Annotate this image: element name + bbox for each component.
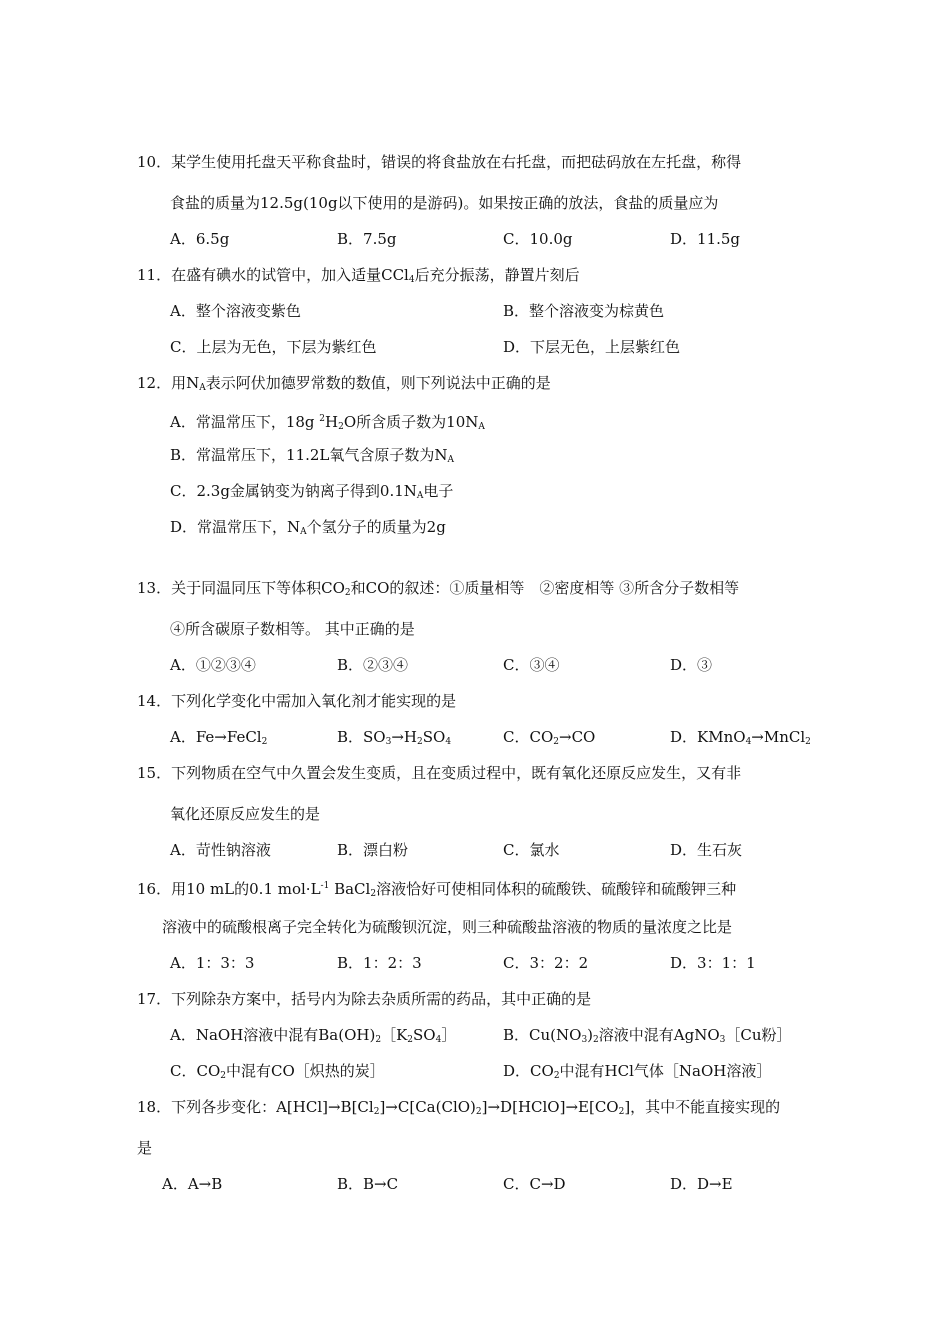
- q18-option-c[interactable]: C．C→D: [503, 1175, 566, 1193]
- q12-option-d[interactable]: D．常温常压下，$N_A$个氢分子的质量为2g: [170, 518, 446, 537]
- q18-stem-line1: 18．下列各步变化：$A[HCl]\to B[Cl_2]\to C[Ca(ClO)_2]\to D[HClO]\to E[CO_2]$，其中不能直接实现的: [137, 1098, 781, 1117]
- q12-option-a[interactable]: A．常温常压下，18g $^2H_2O$所含质子数为$10N_A$: [170, 413, 485, 432]
- q14-option-d[interactable]: D．KMnO$_4$→MnCl$_2$: [670, 728, 811, 747]
- q15-option-d[interactable]: D．生石灰: [670, 841, 743, 859]
- q15-option-a[interactable]: A．苛性钠溶液: [170, 841, 271, 859]
- q16-option-a[interactable]: A．1：3：3: [170, 954, 255, 972]
- q10-stem-line1: 10．某学生使用托盘天平称食盐时，错误的将食盐放在右托盘，而把砝码放在左托盘，称得: [137, 153, 742, 171]
- q17-option-c[interactable]: C．$CO_2$中混有CO［炽热的炭］: [170, 1062, 385, 1081]
- q10-stem-line2: 食盐的质量为12.5g(10g以下使用的是游码)。如果按正确的放法，食盐的质量应为: [170, 194, 719, 212]
- q17-option-d[interactable]: D．$CO_2$中混有HCl气体［NaOH溶液］: [503, 1062, 772, 1081]
- q14-option-b[interactable]: B．$SO_3\to H_2SO_4$: [337, 728, 452, 747]
- q16-option-b[interactable]: B．1：2：3: [337, 954, 422, 972]
- q14-stem: 14．下列化学变化中需加入氧化剂才能实现的是: [137, 692, 457, 710]
- q12-option-c[interactable]: C．2.3g金属钠变为钠离子得到$0.1N_A$电子: [170, 482, 454, 501]
- q11-option-d[interactable]: D．下层无色，上层紫红色: [503, 338, 681, 356]
- q16-stem-line2: 溶液中的硫酸根离子完全转化为硫酸钡沉淀，则三种硫酸盐溶液的物质的量浓度之比是: [162, 918, 733, 936]
- q15-option-b[interactable]: B．漂白粉: [337, 841, 409, 859]
- q10-option-b[interactable]: B．7.5g: [337, 230, 397, 248]
- q12-stem: 12．用$N_A$表示阿伏加德罗常数的数值，则下列说法中正确的是: [137, 374, 551, 393]
- q16-option-c[interactable]: C．3：2：2: [503, 954, 589, 972]
- q14-option-c[interactable]: C．$CO_2\to CO$: [503, 728, 596, 747]
- q11-option-c[interactable]: C．上层为无色，下层为紫红色: [170, 338, 377, 356]
- q18-option-d[interactable]: D．D→E: [670, 1175, 733, 1193]
- q11-option-a[interactable]: A．整个溶液变紫色: [170, 302, 301, 320]
- q12-option-b[interactable]: B．常温常压下，11.2L氧气含原子数为$N_A$: [170, 446, 455, 465]
- q18-option-b[interactable]: B．B→C: [337, 1175, 399, 1193]
- q13-stem-line2: ④所含碳原子数相等。 其中正确的是: [170, 620, 415, 638]
- q13-option-a[interactable]: A．①②③④: [170, 656, 256, 674]
- q13-stem-line1: 13．关于同温同压下等体积$CO_2$和CO的叙述：①质量相等 ②密度相等 ③所含分子数相等: [137, 579, 740, 598]
- q18-option-a[interactable]: A．A→B: [162, 1175, 223, 1193]
- q10-option-d[interactable]: D．11.5g: [670, 230, 741, 248]
- q17-option-a[interactable]: A．NaOH溶液中混有$Ba(OH)_2[K_2SO_4]$: [170, 1026, 457, 1045]
- q18-stem-line2: 是: [137, 1139, 153, 1157]
- q17-option-b[interactable]: B．$Cu(NO_3)_2$溶液中混有AgNO$_3$［Cu粉］: [503, 1026, 792, 1045]
- q11-stem: 11．在盛有碘水的试管中，加入适量CCl$_4$后充分振荡，静置片刻后: [137, 266, 580, 285]
- q10-option-a[interactable]: A．6.5g: [170, 230, 230, 248]
- q11-option-b[interactable]: B．整个溶液变为棕黄色: [503, 302, 665, 320]
- q13-option-b[interactable]: B．②③④: [337, 656, 409, 674]
- q10-option-c[interactable]: C．10.0g: [503, 230, 573, 248]
- q15-stem-line1: 15．下列物质在空气中久置会发生变质，且在变质过程中，既有氧化还原反应发生，又有非: [137, 764, 742, 782]
- q16-stem-line1: 16．用10 mL的0.1 $mol\cdot L^{-1}$ BaCl$_2$溶液恰好可使相同体积的硫酸铁、硫酸锌和硫酸钾三种: [137, 880, 737, 899]
- q15-option-c[interactable]: C．氯水: [503, 841, 560, 859]
- q13-option-c[interactable]: C．③④: [503, 656, 560, 674]
- q17-stem: 17．下列除杂方案中，括号内为除去杂质所需的药品，其中正确的是: [137, 990, 592, 1008]
- q16-option-d[interactable]: D．3：1：1: [670, 954, 756, 972]
- q14-option-a[interactable]: A．Fe→FeCl$_2$: [170, 728, 268, 747]
- q10-number: 10．: [137, 153, 172, 171]
- q13-option-d[interactable]: D．③: [670, 656, 713, 674]
- q15-stem-line2: 氧化还原反应发生的是: [170, 805, 321, 823]
